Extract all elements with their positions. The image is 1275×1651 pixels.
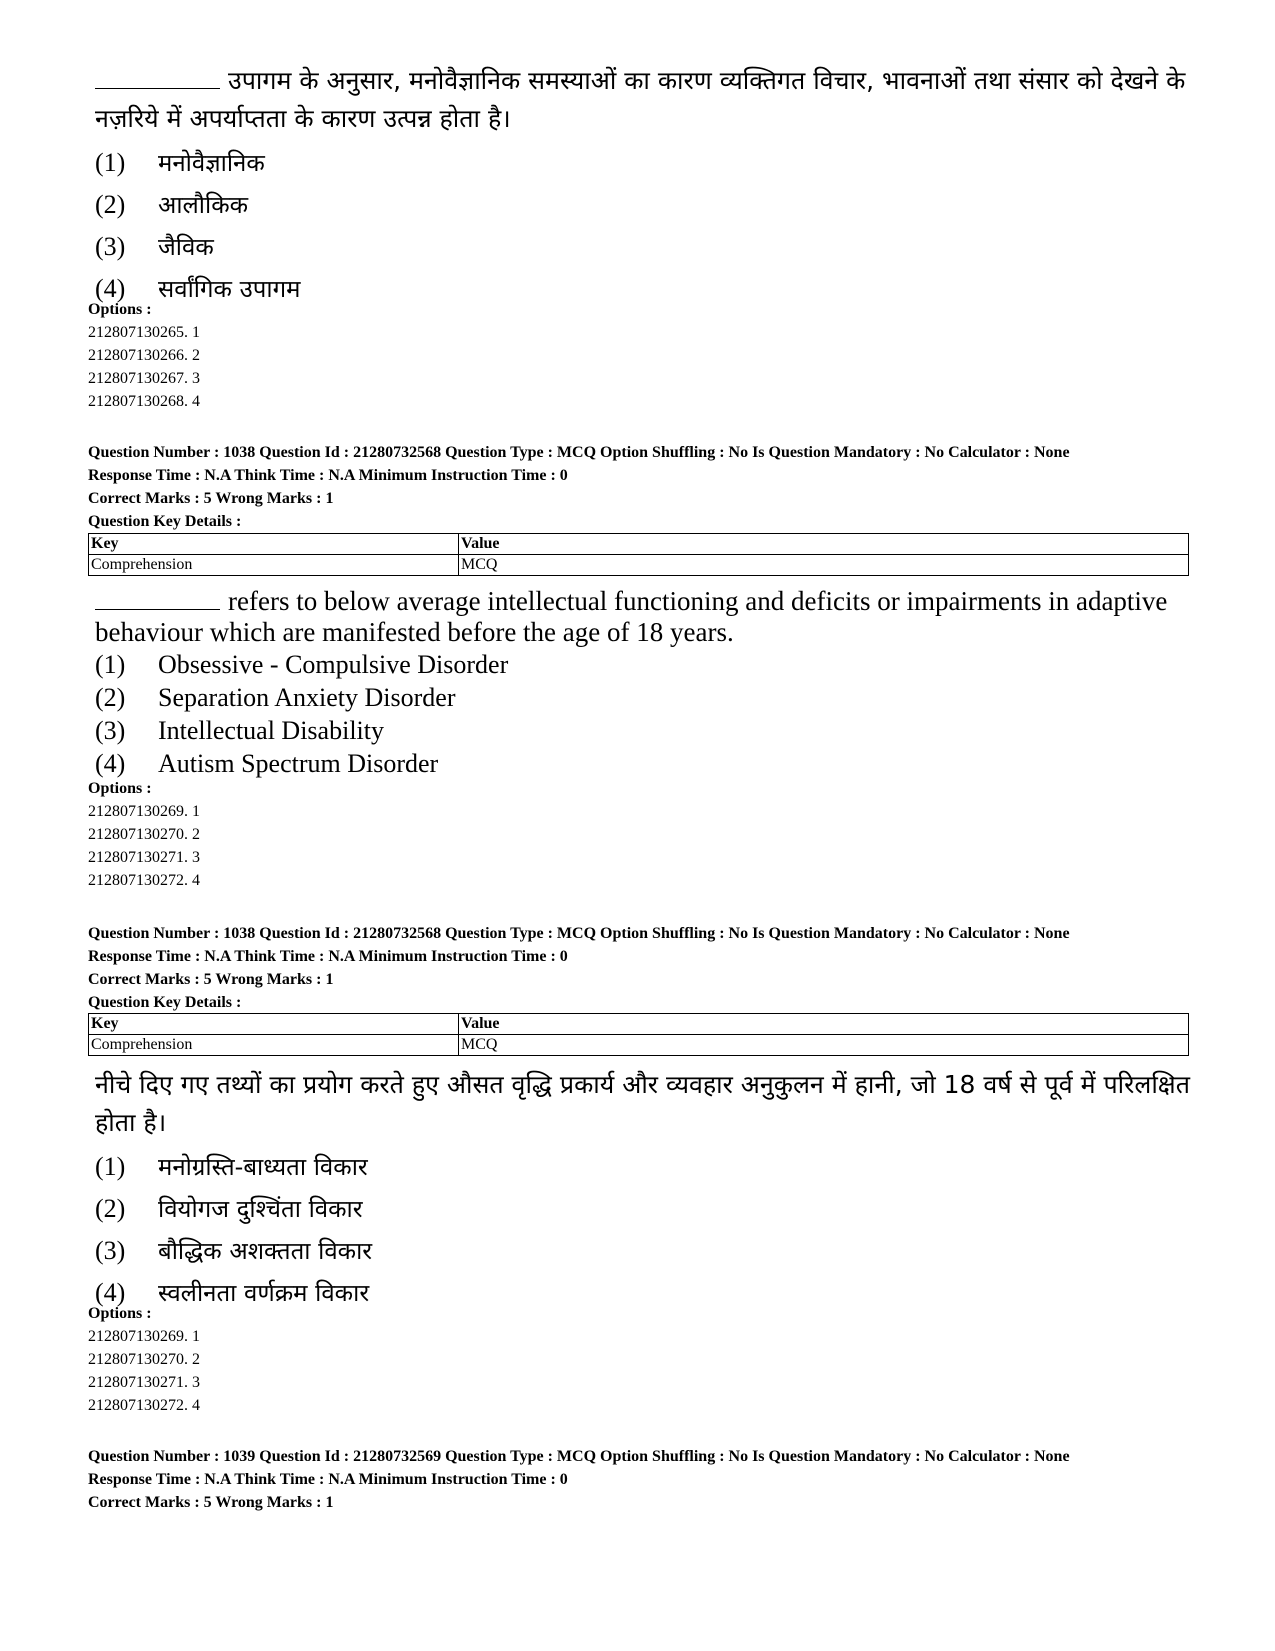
choice-item: (2) आलौकिक [95,190,249,219]
question-2-options [88,777,1198,892]
question-3-options [88,1302,1198,1417]
question-3-block [95,1066,1205,1318]
option-id: 212807130265. 1 [88,324,200,341]
table-header-value: Value [459,1014,1189,1035]
option-id: 212807130266. 2 [88,347,200,364]
choice-item: (4) सर्वांगिक उपागम [95,274,301,303]
question-meta-line: Response Time : N.A Think Time : N.A Minimum Instruction Time : 0 [88,948,568,965]
options-label: Options : [88,301,152,318]
question-2-block [95,586,1205,782]
question-1-block [95,62,1205,314]
question-meta-line: Question Number : 1039 Question Id : 21280732569 Question Type : MCQ Option Shuffling : No Is Question Mandatory : No Calculator : None [88,1448,1070,1465]
question-2-key-table [88,533,1189,576]
choice-item: (1) मनोवैज्ञानिक [95,148,265,177]
question-meta-line: Question Number : 1038 Question Id : 21280732568 Question Type : MCQ Option Shuffling : No Is Question Mandatory : No Calculator : None [88,444,1070,461]
table-cell-value: MCQ [459,1035,1189,1056]
table-cell-key: Comprehension [89,555,459,576]
choice-item: (4) स्वलीनता वर्णक्रम विकार [95,1278,370,1307]
choice-item: (3) बौद्धिक अशक्तता विकार [95,1236,373,1265]
question-3-text: नीचे दिए गए तथ्यों का प्रयोग करते हुए औसत वृद्धि प्रकार्य और व्यवहार अनुकुलन में हानी, जो 18 वर्ष से पूर्व में परिलक्षित होता है। [95,1070,1190,1137]
question-3-key-table [88,1013,1189,1056]
question-2-choices [95,650,1205,782]
choice-item: (4) Autism Spectrum Disorder [95,749,439,778]
options-label: Options : [88,780,152,797]
table-cell-value: MCQ [459,555,1189,576]
option-id: 212807130272. 4 [88,872,200,889]
question-2-text: refers to below average intellectual functioning and deficits or impairments in adaptive behaviour which are manifested before the age of 18 years. [95,586,1168,647]
choice-item: (2) Separation Anxiety Disorder [95,683,456,712]
question-3-choices [95,1150,1205,1318]
option-id: 212807130267. 3 [88,370,200,387]
choice-item: (3) Intellectual Disability [95,716,384,745]
question-4-meta [88,1445,1198,1514]
choice-item: (1) मनोग्रस्ति-बाध्यता विकार [95,1152,368,1181]
fill-blank [95,66,220,89]
option-id: 212807130272. 4 [88,1397,200,1414]
choice-item: (1) Obsessive - Compulsive Disorder [95,650,509,679]
question-meta-line: Question Number : 1038 Question Id : 21280732568 Question Type : MCQ Option Shuffling : No Is Question Mandatory : No Calculator : None [88,925,1070,942]
option-id: 212807130271. 3 [88,1374,200,1391]
key-details-label: Question Key Details : [88,513,242,530]
question-marks: Correct Marks : 5 Wrong Marks : 1 [88,971,334,988]
question-1-choices [95,146,1205,314]
question-1-options [88,298,1198,413]
question-meta-line: Response Time : N.A Think Time : N.A Minimum Instruction Time : 0 [88,1471,568,1488]
question-marks: Correct Marks : 5 Wrong Marks : 1 [88,490,334,507]
option-id: 212807130270. 2 [88,826,200,843]
choice-item: (3) जैविक [95,232,214,261]
question-2-meta [88,441,1198,533]
table-header-key: Key [89,1014,459,1035]
fill-blank [95,587,220,610]
table-cell-key: Comprehension [89,1035,459,1056]
option-id: 212807130269. 1 [88,803,200,820]
option-id: 212807130269. 1 [88,1328,200,1345]
key-details-label: Question Key Details : [88,994,242,1011]
question-3-meta [88,922,1198,1014]
question-marks: Correct Marks : 5 Wrong Marks : 1 [88,1494,334,1511]
options-label: Options : [88,1305,152,1322]
option-id: 212807130268. 4 [88,393,200,410]
question-1-text: उपागम के अनुसार, मनोवैज्ञानिक समस्याओं का कारण व्यक्तिगत विचार, भावनाओं तथा संसार को देखने के नज़रिये में अपर्याप्तता के कारण उत्पन्न होता है। [95,66,1186,133]
question-meta-line: Response Time : N.A Think Time : N.A Minimum Instruction Time : 0 [88,467,568,484]
option-id: 212807130271. 3 [88,849,200,866]
table-header-key: Key [89,534,459,555]
table-header-value: Value [459,534,1189,555]
option-id: 212807130270. 2 [88,1351,200,1368]
choice-item: (2) वियोगज दुश्चिंता विकार [95,1194,363,1223]
